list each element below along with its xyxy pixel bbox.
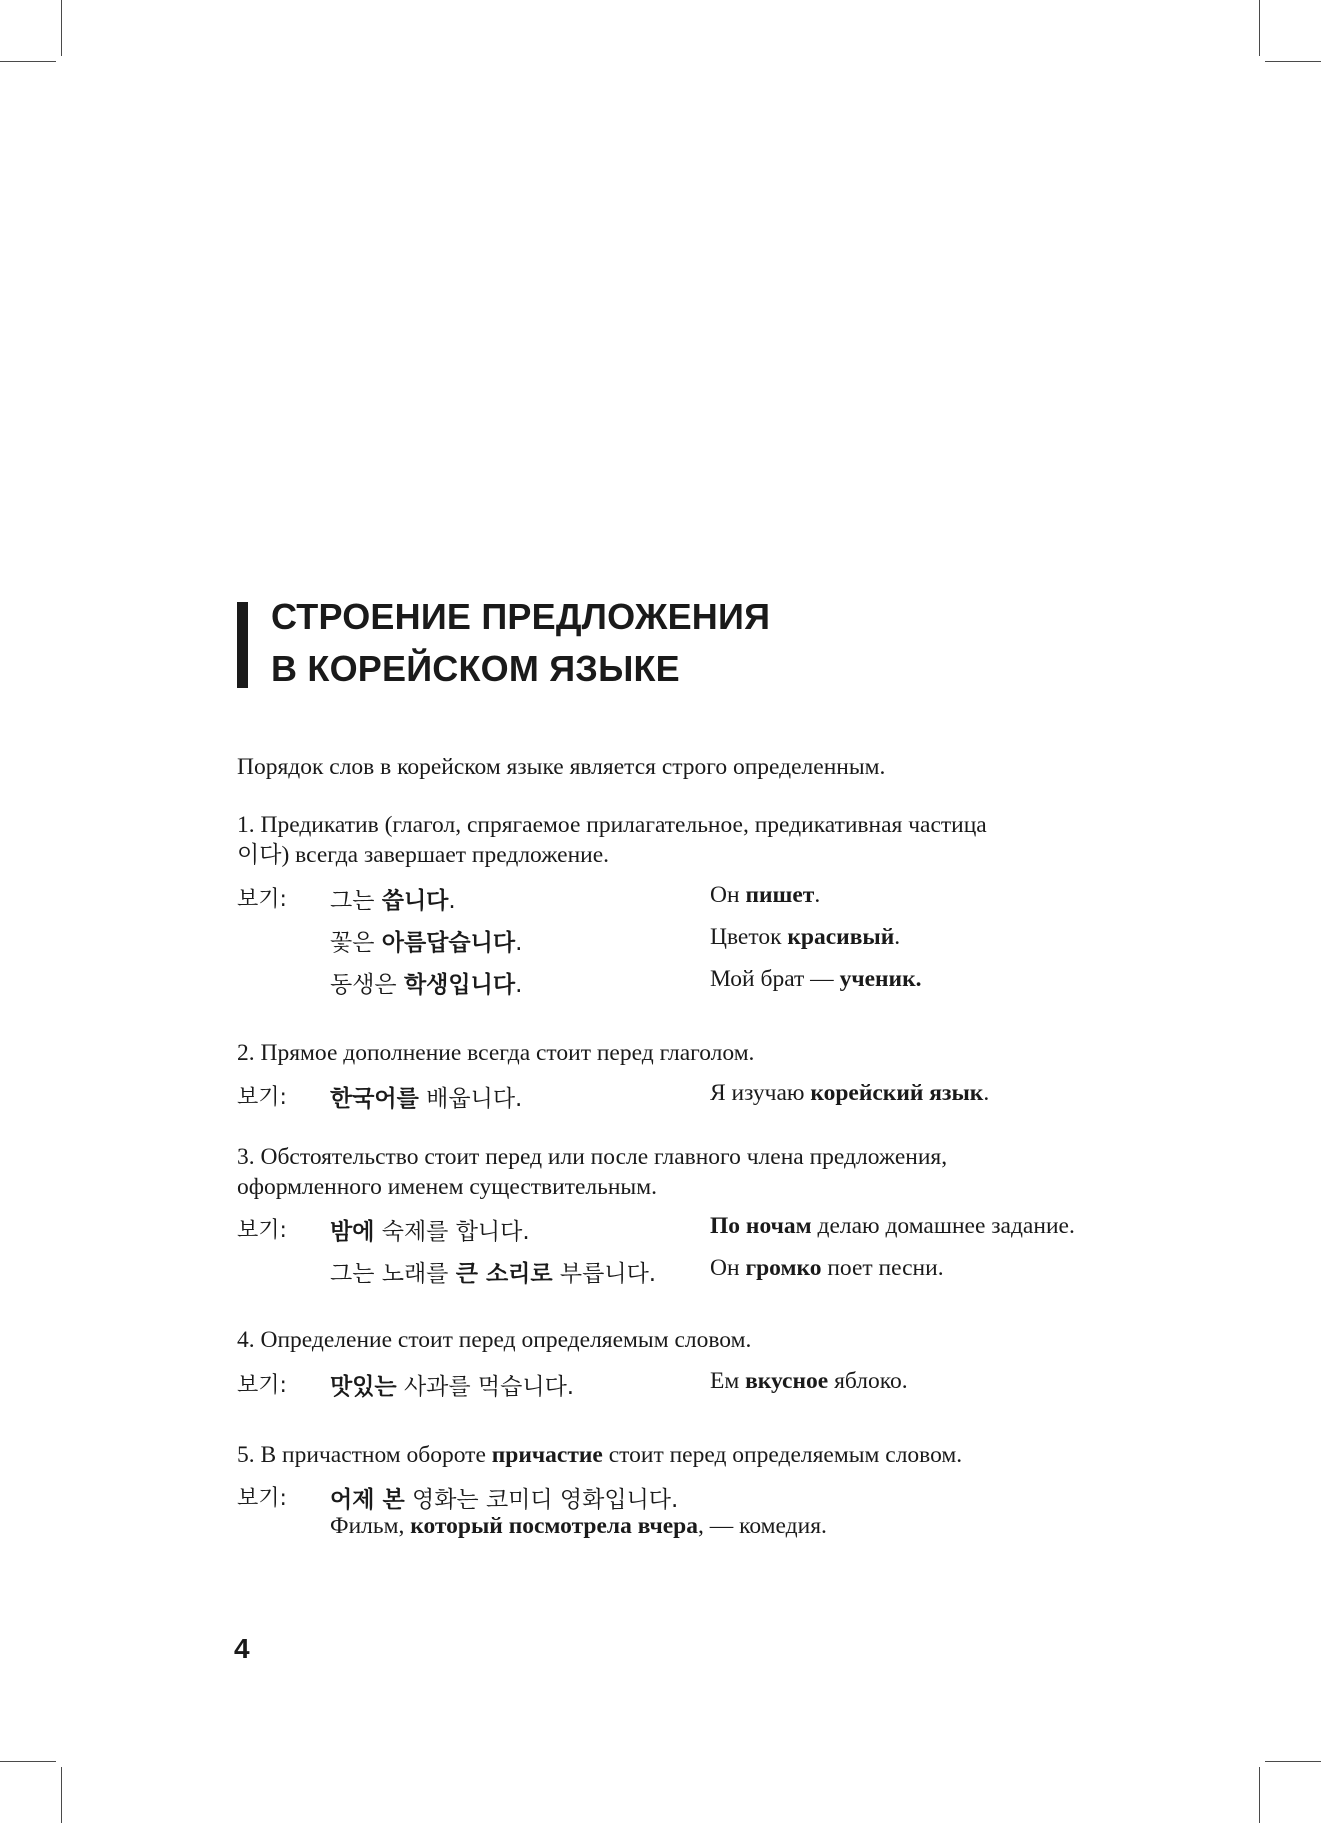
example-label: 보기: [237,1373,287,1398]
crop-mark [61,1767,62,1823]
ko-tail: . [515,972,523,998]
crop-mark [61,0,62,56]
rule-3-line-1: 3. Обстоятельство стоит перед или после главного члена предложения, [237,1144,948,1170]
ko-bold: 어제 본 [330,1487,405,1513]
ko-bold: 아름답습니다 [381,930,516,956]
rule-1-example-1-ru [710,882,820,909]
page-number: 4 [234,1633,250,1664]
ru-tail: яблоко. [828,1368,908,1394]
ru-plain: Я изучаю [710,1080,811,1106]
ko-tail: 배웁니다. [418,1086,523,1112]
rule-4-example-ru [710,1368,908,1395]
rule-3-line-2: оформленного именем существительным. [237,1174,657,1200]
rule-3-example-2-ru [710,1255,944,1282]
ko-tail: 숙제를 합니다. [374,1219,530,1245]
ru-lead: Он [710,1255,746,1281]
ru-bold: громко [745,1255,822,1281]
rule-5-text [237,1440,962,1470]
crop-mark [0,61,56,62]
rule-1-example-2-ko [330,924,522,957]
ru-bold: ученик. [839,966,922,992]
intro-paragraph: Порядок слов в корейском языке является строго определенным. [237,754,886,780]
ru-bold: который посмотрела вчера [410,1513,699,1539]
rule-3-example-2-ko [330,1255,656,1288]
ru-tail: , — комедия. [698,1513,827,1539]
ko-lead: 그는 노래를 [330,1261,456,1287]
rule-1-example-1-ko [330,882,456,915]
ko-tail: 부릅니다. [552,1261,657,1287]
example-label: 보기: [237,887,287,912]
example-label: 보기: [237,1486,287,1511]
crop-mark [0,1761,56,1762]
heading-bar [237,602,248,688]
ru-bold: пишет [745,882,815,908]
rule-5-example-ko [330,1481,678,1514]
ko-bold: 큰 소리로 [455,1261,553,1287]
ko-bold: 맛있는 [330,1374,397,1400]
ru-tail: . [814,882,821,908]
ko-plain: 꽃은 [330,930,382,956]
crop-mark [1259,1767,1260,1823]
heading-line-2: В КОРЕЙСКОМ ЯЗЫКЕ [271,648,680,689]
ru-plain: Он [710,882,746,908]
rule-5-example-ru [330,1511,827,1541]
ru-tail: . [983,1080,990,1106]
ru-bold: По ночам [710,1213,812,1239]
rule-1-example-2-ru [710,924,900,951]
ru-tail: поет песни. [821,1255,944,1281]
rule-1-line-1: 1. Предикатив (глагол, спрягаемое прилагательное, предикативная частица [237,812,987,838]
ko-bold: 학생입니다 [403,972,516,998]
ru-tail: . [894,924,901,950]
rule-4-example-ko [330,1368,574,1401]
rule-5-tail: стоит перед определяемым словом. [602,1442,963,1468]
rule-2-text: 2. Прямое дополнение всегда стоит перед глаголом. [237,1040,755,1066]
crop-mark [1265,1761,1321,1762]
rule-3-example-1-ko [330,1213,530,1246]
ru-bold: красивый [787,924,895,950]
ru-bold: корейский язык [810,1080,984,1106]
rule-4-text: 4. Определение стоит перед определяемым словом. [237,1327,752,1353]
ko-plain: 그는 [330,888,382,914]
ru-bold: вкусное [745,1368,829,1394]
ko-bold: 씁니다 [381,888,449,914]
ko-bold: 밤에 [330,1219,375,1245]
ru-plain: Ем [710,1368,746,1394]
ko-bold: 한국어를 [330,1086,419,1112]
ko-tail: . [448,888,456,914]
example-label: 보기: [237,1085,287,1110]
ru-plain: Мой брат — [710,966,840,992]
ru-plain: Цветок [710,924,788,950]
rule-2-example-ru [710,1080,989,1107]
heading-line-1: СТРОЕНИЕ ПРЕДЛОЖЕНИЯ [271,596,771,637]
rule-1-line-2-rest: ) всегда завершает предложение. [281,842,610,868]
rule-1-ko-term: 이다 [237,842,282,868]
crop-mark [1265,61,1321,62]
example-label: 보기: [237,1218,287,1243]
rule-3-example-1-ru [710,1213,1075,1240]
rule-5-plain: 5. В причастном обороте [237,1442,492,1468]
rule-1-line-2 [237,840,609,870]
rule-1-example-3-ru [710,966,922,993]
ru-tail: делаю домашнее задание. [811,1213,1075,1239]
ru-plain: Фильм, [330,1513,411,1539]
rule-5-bold: причастие [491,1442,603,1468]
ko-tail: 영화는 코미디 영화입니다. [404,1487,679,1513]
crop-mark [1259,0,1260,56]
ko-tail: . [515,930,523,956]
rule-2-example-ko [330,1080,522,1113]
ko-plain: 동생은 [330,972,404,998]
ko-tail: 사과를 먹습니다. [396,1374,575,1400]
rule-1-example-3-ko [330,966,522,999]
